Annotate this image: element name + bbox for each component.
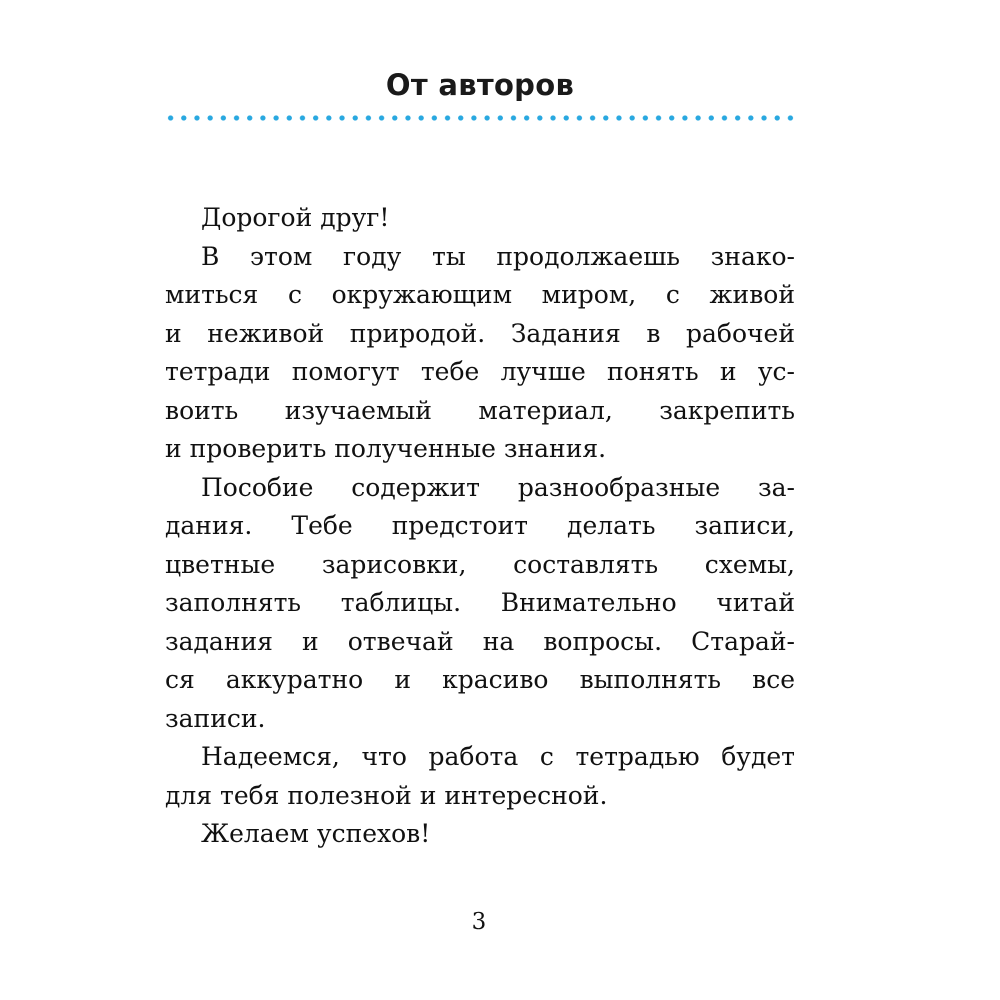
text-line: тетради помогут тебе лучше понять и ус- — [165, 357, 795, 386]
text-line: цветные зарисовки, составлять схемы, — [165, 549, 795, 579]
text-line: ся аккуратно и красиво выполнять все — [165, 665, 795, 694]
text-line: В этом году ты продолжаешь знако- — [201, 241, 795, 271]
text-line: задания и отвечай на вопросы. Старай- — [165, 626, 795, 656]
page-number: 3 — [471, 909, 487, 935]
text-line: миться с окружающим миром, с живой — [165, 280, 795, 309]
text-line: заполнять таблицы. Внимательно читай — [165, 588, 795, 617]
text-line: записи. — [165, 703, 266, 733]
closing-line: Желаем успехов! — [201, 819, 431, 848]
dotted-divider — [164, 114, 798, 122]
page-title: От авторов — [385, 68, 575, 102]
text-line: дания. Тебе предстоит делать записи, — [165, 511, 795, 540]
text-line: Пособие содержит разнообразные за- — [201, 472, 795, 502]
greeting-line: Дорогой друг! — [201, 203, 390, 232]
text-line: и неживой природой. Задания в рабочей — [165, 318, 795, 348]
letter-body — [165, 199, 795, 854]
text-line: для тебя полезной и интересной. — [165, 780, 608, 810]
text-line: и проверить полученные знания. — [165, 434, 607, 463]
text-line: воить изучаемый материал, закрепить — [165, 395, 795, 425]
text-line: Надеемся, что работа с тетрадью будет — [201, 742, 795, 771]
